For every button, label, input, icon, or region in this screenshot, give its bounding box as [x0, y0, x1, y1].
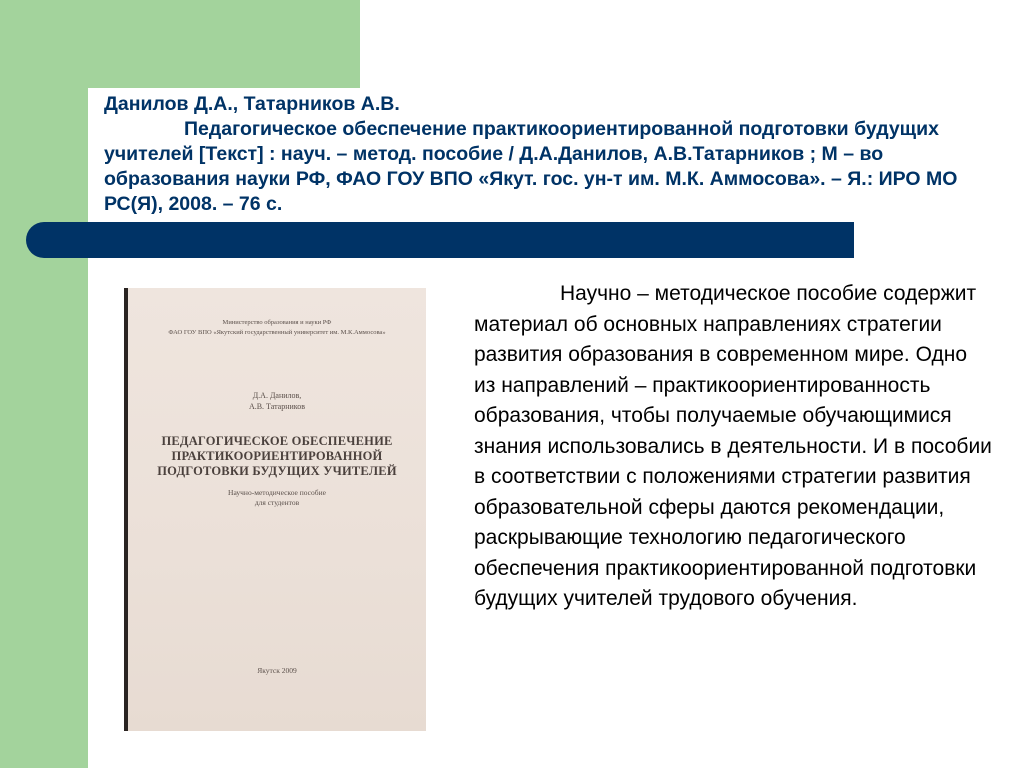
cover-ministry	[144, 318, 410, 338]
cover-title	[138, 434, 416, 479]
book-cover-image	[124, 288, 426, 731]
cover-author1: Д.А. Данилов,	[252, 391, 302, 400]
cover-subtitle-line2: для студентов	[254, 498, 300, 507]
bibliographic-citation	[104, 92, 1004, 217]
cover-city-year: Якутск 2009	[257, 666, 297, 675]
cover-authors	[128, 390, 426, 412]
left-green-band	[0, 0, 88, 768]
navy-divider-bar	[26, 222, 854, 258]
description-text: Научно – методическое пособие содержит материал об основных направлениях стратегии развития образования в современном мире. Одно из направлений – практикоориентированность образования, чтобы получаемые обучающимися знания использовались в деятельности. И в пособии в соответствии с положениями стратегии развития образовательной сферы даются рекомендации, раскрывающие технологию педагогического обеспечения практикоориентированной подготовки будущих учителей трудового обучения.	[474, 282, 992, 610]
cover-title-line3: ПОДГОТОВКИ БУДУЩИХ УЧИТЕЛЕЙ	[157, 464, 397, 478]
cover-subtitle-line1: Научно-методическое пособие	[228, 488, 326, 497]
top-green-block	[0, 0, 360, 88]
book-cover-page	[128, 288, 426, 731]
cover-author2: А.В. Татарников	[248, 402, 306, 411]
cover-subtitle	[128, 488, 426, 508]
citation-authors: Данилов Д.А., Татарников А.В.	[104, 93, 400, 115]
book-description	[474, 279, 994, 615]
cover-title-line1: ПЕДАГОГИЧЕСКОЕ ОБЕСПЕЧЕНИЕ	[161, 434, 393, 448]
cover-ministry-line1: Министерство образования и науки РФ	[222, 319, 332, 326]
citation-body: Педагогическое обеспечение практикоориентированной подготовки будущих учителей [Текст] : науч. – метод. пособие / Д.А.Данилов, А.В.Татарников ; М – во образования науки РФ, ФАО ГОУ ВПО «Якут. гос. ун-т им. М.К. Аммосова». – Я.: ИРО МО РС(Я), 2008. – 76 с.	[104, 118, 958, 215]
cover-title-line2: ПРАКТИКООРИЕНТИРОВАННОЙ	[171, 449, 383, 463]
cover-ministry-line2: ФАО ГОУ ВПО «Якутский государственный университет им. М.К.Аммосова»	[168, 329, 386, 336]
